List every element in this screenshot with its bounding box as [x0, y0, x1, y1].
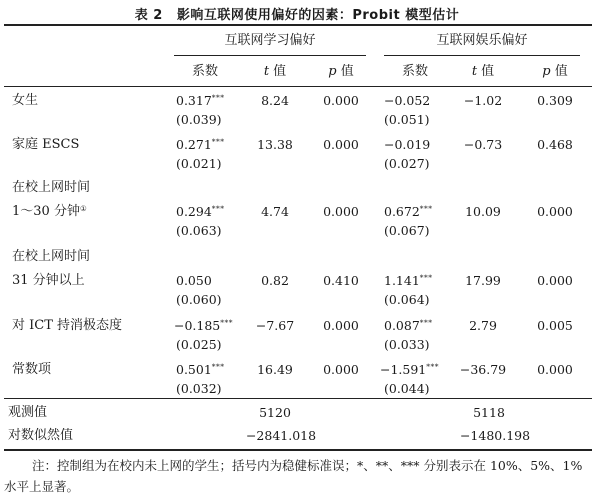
se-right: (0.044)	[384, 381, 430, 396]
p-left: 0.410	[323, 273, 359, 288]
row-label: 常数项	[12, 362, 52, 377]
p-left: 0.000	[323, 204, 359, 219]
coef-left: 0.501***	[176, 362, 225, 377]
t-right: −36.79	[459, 362, 507, 377]
p-left: 0.000	[323, 137, 359, 152]
observations-left: 5120	[259, 405, 291, 420]
p-left: 0.000	[323, 93, 359, 108]
coef-left: 0.271***	[176, 137, 225, 152]
p-right: 0.309	[537, 93, 573, 108]
se-right: (0.027)	[384, 156, 430, 171]
se-left: (0.021)	[176, 156, 222, 171]
row-label: 在校上网时间	[12, 180, 91, 195]
se-right: (0.067)	[384, 223, 430, 238]
se-left: (0.039)	[176, 112, 222, 127]
subheader-t-right: t 值	[471, 64, 495, 79]
p-right: 0.000	[537, 204, 573, 219]
table-note: 注：控制组为在校内未上网的学生；括号内为稳健标准误；*、**、*** 分别表示在 10%、5%、1%水平上显著。	[4, 458, 583, 494]
row-label: 家庭 ESCS	[12, 137, 80, 152]
coef-right: −1.591***	[380, 362, 440, 377]
se-right: (0.051)	[384, 112, 430, 127]
group-header-learning: 互联网学习偏好	[224, 33, 316, 48]
body-bottom-rule	[4, 398, 592, 399]
coef-right: 0.672***	[384, 204, 433, 219]
observations-right: 5118	[473, 405, 505, 420]
coef-right: 1.141***	[384, 273, 433, 288]
top-rule	[4, 24, 592, 26]
t-right: 10.09	[465, 204, 501, 219]
subheader-p-right: p 值	[542, 64, 568, 79]
p-right: 0.468	[537, 137, 573, 152]
bottom-rule	[4, 449, 592, 451]
t-right: 17.99	[465, 273, 501, 288]
p-left: 0.000	[323, 362, 359, 377]
t-left: 8.24	[261, 93, 289, 108]
se-right: (0.064)	[384, 292, 430, 307]
row-label-sub: 1～30 分钟①	[12, 204, 88, 219]
se-right: (0.033)	[384, 337, 430, 352]
coef-left: −0.185***	[174, 318, 234, 333]
se-left: (0.060)	[176, 292, 222, 307]
subheader-t-left: t 值	[263, 64, 287, 79]
coef-right: 0.087***	[384, 318, 433, 333]
coef-left: 0.317***	[176, 93, 225, 108]
table-caption: 影响互联网使用偏好的因素：Probit 模型估计	[176, 8, 460, 23]
p-right: 0.005	[537, 318, 573, 333]
t-left: 4.74	[261, 204, 289, 219]
coef-left: 0.050	[176, 273, 212, 288]
header-rule	[4, 86, 592, 87]
loglik-label: 对数似然值	[8, 428, 74, 443]
se-left: (0.032)	[176, 381, 222, 396]
table-title	[0, 4, 594, 23]
row-label: 在校上网时间	[12, 249, 91, 264]
row-label: 女生	[12, 93, 39, 108]
p-left: 0.000	[323, 318, 359, 333]
loglik-right: −1480.198	[459, 428, 531, 443]
coef-right: −0.019	[384, 137, 431, 152]
table-number: 表 2	[134, 8, 163, 23]
subheader-coef-left: 系数	[191, 64, 218, 79]
t-right: −1.02	[463, 93, 503, 108]
se-left: (0.063)	[176, 223, 222, 238]
t-right: −0.73	[463, 137, 503, 152]
p-right: 0.000	[537, 362, 573, 377]
subheader-coef-right: 系数	[401, 64, 428, 79]
t-left: 13.38	[257, 137, 293, 152]
row-label: 对 ICT 持消极态度	[12, 318, 123, 333]
subheader-p-left: p 值	[328, 64, 354, 79]
t-left: 0.82	[261, 273, 289, 288]
group-rule-left	[174, 55, 366, 56]
observations-label: 观测值	[8, 405, 48, 420]
p-right: 0.000	[537, 273, 573, 288]
row-label-sub: 31 分钟以上	[12, 273, 85, 288]
group-rule-right	[384, 55, 580, 56]
group-header-entertainment: 互联网娱乐偏好	[436, 33, 528, 48]
t-left: −7.67	[255, 318, 295, 333]
t-left: 16.49	[257, 362, 293, 377]
coef-right: −0.052	[384, 93, 431, 108]
coef-left: 0.294***	[176, 204, 225, 219]
t-right: 2.79	[469, 318, 497, 333]
se-left: (0.025)	[176, 337, 222, 352]
loglik-left: −2841.018	[245, 428, 317, 443]
